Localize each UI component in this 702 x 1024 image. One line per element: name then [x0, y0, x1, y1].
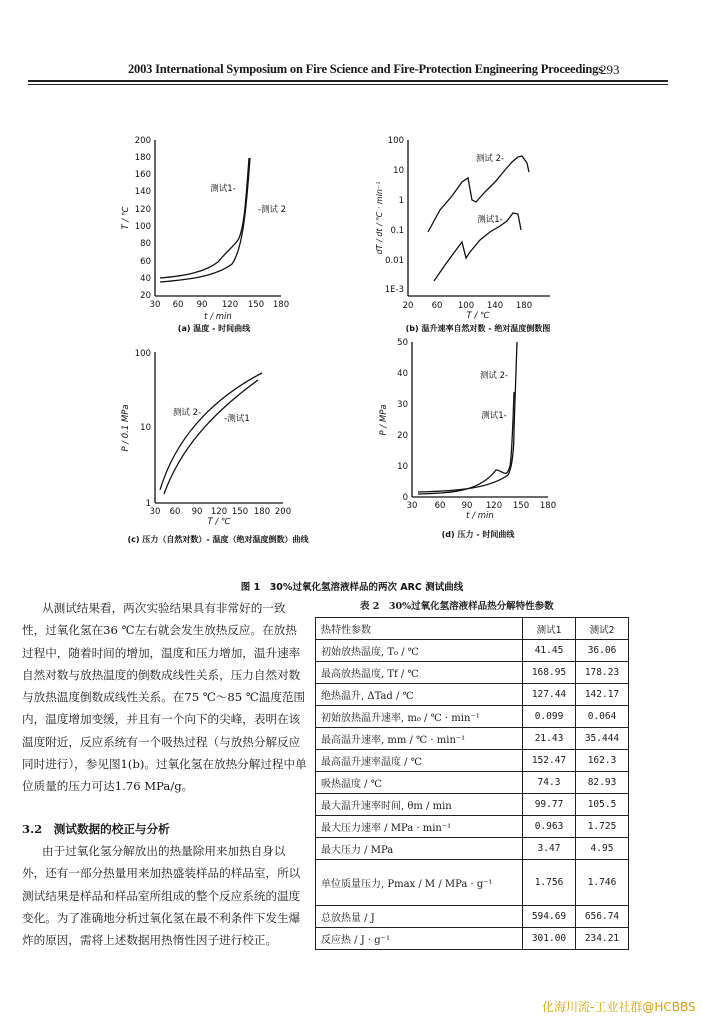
panel-a-xtick: 120	[221, 300, 239, 310]
table-header: 热特性参数	[316, 618, 523, 640]
table-cell: 3.47	[523, 838, 576, 860]
table-row	[316, 750, 629, 772]
table-row	[316, 772, 629, 794]
panel-c-xtick: 30	[149, 507, 161, 517]
panel-d-xlabel: t / min	[466, 511, 494, 521]
panel-d-ytick: 30	[397, 400, 408, 410]
panel-b-ytick: 100	[387, 136, 404, 146]
panel-b-ytick: 10	[393, 166, 404, 176]
panel-a-xtick: 30	[149, 300, 161, 310]
panel-a-axes	[155, 140, 281, 296]
table-cell: 单位质量压力, Pmax / M / MPa · g⁻¹	[316, 860, 523, 906]
watermark: 化海川流-工业社群@HCBBS	[542, 1000, 696, 1014]
panel-b-ytick: 1	[398, 196, 404, 206]
table-row	[316, 794, 629, 816]
panel-c-xtick: 150	[231, 507, 249, 517]
panel-c-axes	[155, 352, 283, 503]
table-cell: 74.3	[523, 772, 576, 794]
table-cell: 142.17	[576, 684, 629, 706]
panel-a-legend-test1: 测试1-	[210, 184, 236, 194]
panel-d-axes	[412, 342, 548, 497]
panel-a-series-test1	[160, 158, 249, 278]
panel-b-legend-test1: 测试1-	[477, 215, 503, 225]
panel-a-series-test2	[160, 158, 250, 282]
panel-b-ytick: 1E-3	[384, 285, 404, 295]
table-cell: 最高温升速率, mm / ℃ · min⁻¹	[316, 728, 523, 750]
table-cell: 36.06	[576, 640, 629, 662]
panel-a-ytick: 60	[140, 257, 151, 267]
table-cell: 152.47	[523, 750, 576, 772]
panel-c-legend-test1: -测试1	[224, 414, 250, 424]
panel-c-series-test1	[164, 380, 258, 494]
panel-b-ytick: 0.1	[390, 226, 404, 236]
table-cell: 绝热温升, ΔTad / ℃	[316, 684, 523, 706]
panel-a-legend-test2: -测试 2	[257, 205, 287, 215]
panel-a-ytick: 40	[140, 274, 151, 284]
panel-b-xtick: 140	[486, 301, 504, 311]
panel-a-xlabel: t / min	[204, 312, 232, 322]
table-header: 测试2	[576, 618, 629, 640]
table-row	[316, 860, 629, 906]
table-row	[316, 662, 629, 684]
panel-b-xtick: 100	[457, 301, 475, 311]
table-caption: 表 2 30%过氧化氢溶液样品热分解特性参数	[360, 601, 554, 612]
panel-c-ylabel: P / 0.1 MPa	[121, 404, 131, 452]
table-cell: 初始放热温度, T₀ / ℃	[316, 640, 523, 662]
panel-d-ytick: 20	[397, 431, 408, 441]
table-cell: 594.69	[523, 906, 576, 928]
panel-d-xtick: 180	[539, 501, 557, 511]
table-cell: 最大压力 / MPa	[316, 838, 523, 860]
panel-d-legend-test1: 测试1-	[481, 411, 507, 421]
panel-b-xlabel: T / ℃	[466, 311, 490, 321]
table-cell: 21.43	[523, 728, 576, 750]
table-row	[316, 706, 629, 728]
panel-c-ytick: 100	[134, 349, 151, 359]
panel-c-ytick: 10	[140, 423, 151, 433]
table-header: 测试1	[523, 618, 576, 640]
table-cell: 127.44	[523, 684, 576, 706]
table-row	[316, 816, 629, 838]
table-cell: 234.21	[576, 928, 629, 950]
table-cell: 178.23	[576, 662, 629, 684]
table-cell: 4.95	[576, 838, 629, 860]
table-cell: 105.5	[576, 794, 629, 816]
panel-a-xtick: 60	[172, 300, 184, 310]
table-cell: 反应热 / J · g⁻¹	[316, 928, 523, 950]
table-cell: 0.099	[523, 706, 576, 728]
table-cell: 吸热温度 / ℃	[316, 772, 523, 794]
panel-a-ytick: 160	[134, 170, 151, 180]
thermal-parameters-table	[315, 617, 629, 950]
panel-d-ytick: 50	[397, 338, 408, 348]
panel-b-xtick: 20	[402, 301, 414, 311]
panel-c-xlabel: T / ℃	[207, 517, 231, 527]
panel-d-ylabel: P / MPa	[379, 404, 389, 436]
table-cell: 最大温升速率时间, θm / min	[316, 794, 523, 816]
panel-d-xtick: 30	[406, 501, 418, 511]
table-cell: 41.45	[523, 640, 576, 662]
table-row	[316, 838, 629, 860]
panel-d-xtick: 90	[461, 501, 473, 511]
panel-a-ytick: 120	[134, 205, 151, 215]
panel-b-ylabel: dT / dt / ℃ · min⁻¹	[375, 181, 384, 255]
page-number: 293	[600, 62, 620, 77]
panel-c-xtick: 200	[274, 507, 292, 517]
panel-b-xtick: 60	[431, 301, 443, 311]
table-row	[316, 684, 629, 706]
panel-a-xtick: 180	[272, 300, 290, 310]
panel-a-ytick: 80	[140, 239, 151, 249]
panel-c-ytick: 1	[145, 499, 151, 509]
panel-a-ytick: 200	[134, 136, 151, 146]
panel-b-legend-test2: 测试 2-	[475, 154, 505, 164]
panel-c-caption: (c) 压力（自然对数）- 温度（绝对温度倒数）曲线	[127, 535, 309, 544]
figure-caption: 图 1 30%过氧化氢溶液样品的两次 ARC 测试曲线	[240, 582, 464, 593]
table-cell: 301.00	[523, 928, 576, 950]
table-cell: 总放热量 / J	[316, 906, 523, 928]
table-cell: 1.746	[576, 860, 629, 906]
panel-d-ytick: 10	[397, 462, 408, 472]
table-header-row	[316, 618, 629, 640]
panel-d-ytick: 0	[402, 493, 408, 503]
panel-d-series-test1	[418, 392, 514, 494]
table-cell: 0.963	[523, 816, 576, 838]
table-row	[316, 640, 629, 662]
table-cell: 99.77	[523, 794, 576, 816]
panel-c-xtick: 120	[210, 507, 228, 517]
paragraph-correction: 由于过氧化氢分解放出的热量除用来加热自身以外，还有一部分热量用来加热盛装样品的样品室，所以测试结果是样品和样品室所组成的整个反应系统的温度变化。为了准确地分析过氧化氢在最不利条件下发生爆炸的原因，需将上述数据用热惰性因子进行校正。	[22, 844, 301, 948]
table-cell: 1.756	[523, 860, 576, 906]
panel-c-xtick: 90	[191, 507, 203, 517]
table-cell: 168.95	[523, 662, 576, 684]
panel-d-caption: (d) 压力 - 时间曲线	[441, 530, 515, 539]
panel-c-xtick: 180	[253, 507, 271, 517]
panel-d-xtick: 120	[485, 501, 503, 511]
panel-a-ytick: 20	[140, 291, 151, 301]
paragraph-results: 从测试结果看，两次实验结果具有非常好的一致性，过氧化氢在36 ℃左右就会发生放热反应。在放热过程中，随着时间的增加，温度和压力增加，温升速率自然对数与放热温度的倒数成线性关系，压力自然对数与放热温度倒数成线性关系。在75 ℃～85 ℃温度范围内，温度增加变缓，并且有一个向下的尖峰，表明在该温度附近，反应系统有一个吸热过程（与放热分解反应同时进行），参见图1(b)。过氧化氢在放热分解过程中单位质量的压力可达1.76 MPa/g。	[22, 601, 307, 794]
table-cell: 最大压力速率 / MPa · min⁻¹	[316, 816, 523, 838]
table-cell: 162.3	[576, 750, 629, 772]
panel-c-xtick: 60	[169, 507, 181, 517]
panel-c-legend-test2: 测试 2-	[172, 408, 202, 418]
section-heading: 3.2 测试数据的校正与分析	[22, 822, 170, 836]
table-cell: 0.064	[576, 706, 629, 728]
table-cell: 82.93	[576, 772, 629, 794]
panel-b-xtick: 180	[515, 301, 533, 311]
table-row	[316, 728, 629, 750]
panel-a-caption: (a) 温度 - 时间曲线	[177, 324, 251, 333]
table-row	[316, 928, 629, 950]
panel-a-ylabel: T / ℃	[121, 206, 131, 230]
table-cell: 656.74	[576, 906, 629, 928]
table-cell: 初始放热温升速率, m₀ / ℃ · min⁻¹	[316, 706, 523, 728]
table-cell: 1.725	[576, 816, 629, 838]
running-header-title: 2003 International Symposium on Fire Science and Fire-Protection Engineering Proceedings	[128, 62, 603, 76]
table-cell: 35.444	[576, 728, 629, 750]
panel-d-legend-test2: 测试 2-	[479, 371, 509, 381]
panel-d-xtick: 60	[434, 501, 446, 511]
panel-a-ytick: 140	[134, 187, 151, 197]
panel-d-ytick: 40	[397, 369, 408, 379]
panel-b-caption: (b) 温升速率自然对数 - 绝对温度倒数图	[405, 324, 551, 333]
table-row	[316, 906, 629, 928]
panel-b-ytick: 0.01	[385, 256, 404, 266]
panel-a-xtick: 150	[247, 300, 265, 310]
table-cell: 最高温升速率温度 / ℃	[316, 750, 523, 772]
table-cell: 最高放热温度, Tf / ℃	[316, 662, 523, 684]
panel-a-xtick: 90	[196, 300, 208, 310]
panel-d-xtick: 150	[512, 501, 530, 511]
panel-c-series-test2	[160, 373, 262, 490]
panel-a-ytick: 100	[134, 222, 151, 232]
panel-a-ytick: 180	[134, 153, 151, 163]
